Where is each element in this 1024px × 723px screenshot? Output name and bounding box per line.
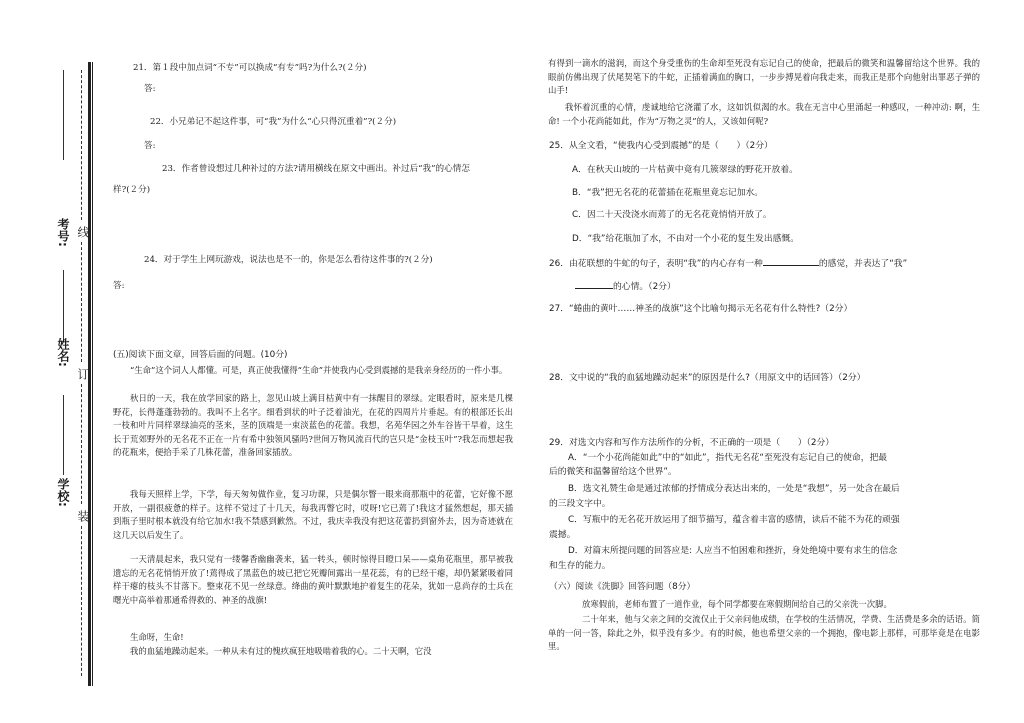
answer-22-label: 答: [144, 141, 156, 151]
question-26-blank2[interactable] [575, 280, 613, 289]
question-25-option-a: A．在秋天山坡的一片枯黄中竟有几簇翠绿的野花开放着。 [572, 165, 798, 175]
question-25-option-b: B．“我”把无名花的花蕾插在花瓶里竟忘记加水。 [572, 188, 764, 198]
question-25-option-d: D．“我”给花瓶加了水，不由对一个小花的复生发出感慨。 [572, 234, 800, 244]
school-label: 学校: [56, 478, 70, 507]
name-underline [63, 270, 64, 340]
passage5-para2: 秋日的一天，我在放学回家的路上，忽见山坡上满目枯黄中有一抹醒目的翠绿。定眼看时，原来是几棵野花，长得蓬蓬勃勃的。我叫不上名字。细看到状的叶子泛着油光，在花的四周片片垂起。有的根部还长出一枝和叶片同样翠绿油亮的茎来，茎的顶端是一束淡蓝色的花蕾。我想，名苑华园之外车谷皆干旱着，这生长于荒郊野外的无名花不正在一片有希中独领风骚吗?世间万物风流百代的岂只是“金枝玉叶”?我怎而想起我的花瓶来，便拾手采了几株花蕾，准备回家插放。 [113, 393, 513, 458]
question-26-line2 [575, 280, 676, 293]
name-label: 姓名: [56, 338, 70, 367]
question-21: 21．第１段中加点词“不专”可以换成“有专”吗?为什么?(２分) [133, 63, 367, 73]
cut-line-mid2 [81, 384, 82, 504]
passage5-para3: 我每天照样上学，下学，每天匆匆做作业，复习功课，只是偶尔瞥一眼来商那瓶中的花蕾，它好像不愿开放，一副很疲惫的样子。这样不觉过了十几天，每我再瞥它时，哎呀!它已蔫了!我这才猛然想起，那天插到瓶子里时根本就没有给它加水!我不禁感到歉然。不过，我庆幸我没有把这花蕾扔到窗外去，因为奇迹就在这几天以后发生了。 [113, 489, 513, 540]
mark-xian: 线 [76, 226, 90, 238]
question-29-option-d-line2: 和生存的能力。 [549, 561, 611, 571]
answer-24-label: 答: [113, 281, 125, 291]
question-29: 29．对选文内容和写作方法所作的分析，不正确的一项是（ ）（2分） [549, 438, 835, 448]
question-24: 24．对于学生上网玩游戏，说法也是不一的，你是怎么看待这件事的?(２分) [144, 255, 433, 265]
question-29-option-c-line1: C．写瓶中的无名花开放运用了细节描写，蕴含着丰富的感情，读后不能不为花的顽强 [568, 515, 900, 525]
passage6-para1: 放寒假前，老师布置了一道作业，每个同学都要在寒假期间给自己的父亲洗一次脚。 [582, 599, 892, 609]
question-23-line2: 样?(２分) [113, 185, 151, 195]
question-29-option-b-line2: 的三段文字中。 [549, 499, 611, 509]
answer-21-label: 答: [144, 84, 156, 94]
question-29-option-d-line1: D．对篇末所提问题的回答应是: 人应当不怕困难和挫折，身处绝境中要有求生的信念 [568, 546, 898, 556]
question-26 [549, 257, 907, 270]
cut-line-bottom [81, 526, 82, 676]
passage5-para6: 我的血猛地躁动起来。一种从未有过的愧疚疯狂地吸啮着我的心。二十天啊，它没 [130, 646, 432, 656]
question-26-part2: 的感觉，并表达了“我” [818, 259, 908, 269]
cut-line-top [81, 70, 82, 220]
binding-thin-line [92, 62, 93, 686]
section-5-title: (五)阅读下面文章，回答后面的问题。(10分) [113, 350, 288, 360]
question-22: 22．小兄弟记不起这件事，可“我”为什么“心只得沉重着”?(２分) [150, 117, 397, 127]
question-29-option-a-line2: 后的微笑和温馨留给这个世界”。 [549, 467, 677, 477]
exam-no-label: 考号: [56, 218, 70, 247]
question-29-option-b-line1: B．选文礼赞生命是通过浓郁的抒情成分表达出来的，一处是“我想”，另一处含在最后 [568, 484, 900, 494]
passage5-para4: 一天清晨起来，我只觉有一缕馨香幽幽袭来，猛一转头，顿时惊得目瞪口呆——桌角花瓶里，那早被我遗忘的无名花悄悄开放了!蔫得成了黑蓝色的坡已把它死瓣间露出一星花蕊，有的已经干瘪，却仍紧紧吸着同样干瘪的枝头不甘落下。整束花不见一丝绿意。绛曲的黄叶默默地护着复生的花朵，犹如一息尚存的士兵在曙光中高举着那通希得救的、神圣的战旗! [113, 554, 513, 605]
question-29-option-a-line1: A．“一个小花尚能如此”中的“如此”，指代无名花“至死没有忘记自己的使命，把最 [568, 453, 888, 463]
question-26-part1: 26．由花联想的牛虻的句子，表明“我”的内心存有一种 [549, 259, 763, 269]
section-6-title: （六）阅读《洗脚》回答问题（8分） [549, 582, 696, 592]
passage6-para2: 二十年来，他与父亲之间的交流仅止于父亲问他成绩，在学校的生活情况，学费、生活费是多余的话语。简单的一问一答，除此之外，似乎没有多少。有的时候，他也希望父亲的一个拥抱，像电影上那样，可那毕竟是在电影里。 [548, 614, 980, 652]
question-26-blank1[interactable] [763, 257, 819, 266]
question-25: 25．从全文看，“使我内心受到震撼”的是（ ）（2分） [549, 141, 773, 151]
question-25-option-c: C．因二十天没浇水而蔫了的无名花竟悄悄开放了。 [572, 210, 772, 220]
question-26-part3: 的心情。（2分） [613, 282, 676, 292]
cut-line-mid1 [81, 242, 82, 362]
question-29-option-c-line2: 震撼。 [549, 530, 576, 540]
mark-ding: 订 [76, 368, 90, 380]
passage5-para5: 生命呀，生命! [130, 632, 184, 642]
school-underline [63, 395, 64, 475]
passage5-para1: “生命”这个词人人都懂。可是，真正使我懂得“生命”并使我内心受到震撼的是我亲身经历的一件小事。 [130, 365, 508, 375]
exam-no-underline [63, 70, 64, 160]
passage5-para7: 我怀着沉重的心情，虔诚地给它浇灌了水，这如饥似渴的水。我在无言中心里涌起一种感叹，一种冲动: 啊，生命! 一个小花尚能如此，作为“万物之灵”的人，又该如何呢? [548, 102, 980, 126]
question-27: 27．“蜷曲的黄叶……神圣的战旗”这个比喻句揭示无名花有什么特性?（2分） [549, 304, 853, 314]
passage5-para6-cont: 有得到一滴水的滋润，而这个身受重伤的生命却至死没有忘记自己的使命，把最后的微笑和温馨留给这个世界。我的眼前仿佛出现了伏尾契笔下的牛蛇，正插着满血的胸口，一步步搏晃着向我走来，而我正是那个向他射出罪恶子弹的山手! [548, 58, 980, 96]
question-28: 28．文中说的“我的血猛地躁动起来”的原因是什么?（用原文中的话回答）（2分） [549, 373, 866, 383]
mark-zhuang: 装 [76, 510, 90, 522]
question-23-line1: 23．作者曾设想过几种补过的方法?请用横线在原文中画出。补过后“我”的心情怎 [162, 164, 470, 174]
